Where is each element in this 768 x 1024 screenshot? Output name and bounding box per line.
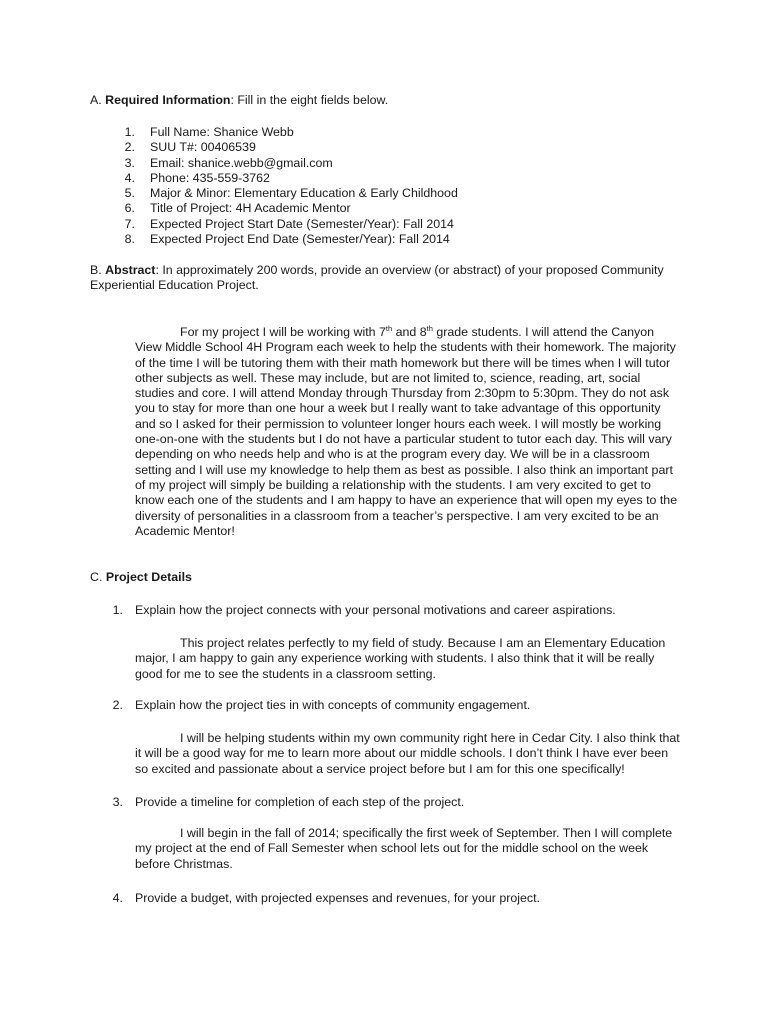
field-number: 8. [124,232,135,247]
question-text: Explain how the project connects with your personal motivations and career aspirations. [135,603,616,617]
field-number: 6. [124,201,135,216]
question-text: Provide a timeline for completion of each step of the project. [135,795,465,809]
section-b-heading [90,263,680,294]
question-2 [90,698,530,713]
section-a-instruction: : Fill in the eight fields below. [230,93,389,107]
section-b-title: Abstract [105,263,156,277]
field-item-project-title [90,201,458,216]
question-number: 1. [112,603,123,617]
field-item-start-date [90,217,458,232]
section-a-heading [90,93,388,108]
question-text: Explain how the project ties in with concepts of community engagement. [135,698,531,712]
abstract-superscript-1: th [385,324,393,333]
section-c-title: Project Details [105,570,192,584]
field-number: 3. [124,155,135,170]
abstract-superscript-2: th [426,324,433,333]
field-text: Title of Project: 4H Academic Mentor [150,201,351,216]
abstract-text-3: grade students. I will attend the Canyon View Middle School 4H Program each week to help the students with their homework. The majority of the time I will be tutoring them with their math homework but there will be times when I will tutor other subjects as well. These may include, but are not limited to, science, reading, art, social studies and core. I will attend Monday through Thursday from 2:30pm to 5:30pm. They do not ask you to stay for more than one hour a week but I really want to take advantage of this opportunity and so I asked for their permission to volunteer longer hours each week. I will mostly be working one-on-one with the students but I do not have a particular student to tutor each day. This will vary depending on who needs help and who is at the program every day. We will be in a classroom setting and I will use my knowledge to help them as best as possible. I also think an important part of my project will simply be building a relationship with the students. I am very excited to get to know each one of the students and I am happy to have an experience that will open my eyes to the diversity of personalities in a classroom from a teacher’s perspective. I am very excited to be an Academic Mentor! [135,325,678,538]
field-item-end-date [90,232,458,247]
section-a-title: Required Information [105,93,231,107]
answer-2: I will be helping students within my own community right here in Cedar City. I also think that it will be a good way for me to learn more about our middle schools. I don’t think I have ever been so excited and passionate about a service project before but I am for this one specifically! [135,731,680,776]
section-b-instruction: : In approximately 200 words, provide an overview (or abstract) of your proposed Community Experiential Education Project. [90,263,664,293]
field-item-full-name [90,125,458,140]
field-text: Email: shanice.webb@gmail.com [150,155,333,170]
question-text: Provide a budget, with projected expenses and revenues, for your project. [135,891,541,905]
field-text: Expected Project End Date (Semester/Year): Fall 2014 [150,232,450,247]
required-fields-list [90,125,458,247]
section-c-heading [90,570,192,585]
field-item-major-minor [90,186,458,201]
field-number: 4. [124,170,135,185]
abstract-text-1: For my project I will be working with 7 [180,325,386,339]
field-text: Expected Project Start Date (Semester/Year): Fall 2014 [150,216,454,231]
question-3 [90,795,464,810]
field-text: Full Name: Shanice Webb [150,125,294,139]
question-number: 2. [112,698,123,712]
section-c-letter: C. [90,570,103,584]
section-b-letter: B. [90,263,102,277]
field-item-suu-t-number [90,140,458,155]
field-text: Major & Minor: Elementary Education & Early Childhood [150,186,458,201]
field-number: 2. [124,140,135,155]
field-text: SUU T#: 00406539 [150,140,256,155]
field-item-email [90,156,458,171]
abstract-text-2: and 8 [392,325,427,339]
field-item-phone [90,171,458,186]
section-a-letter: A. [90,93,102,107]
answer-1: This project relates perfectly to my field of study. Because I am an Elementary Education major, I am happy to gain any experience working with students. I also think that it will be really good for me to see the students in a classroom setting. [135,636,666,681]
field-text: Phone: 435-559-3762 [150,170,270,185]
field-number: 1. [124,125,135,139]
question-1 [90,603,616,618]
question-number: 4. [112,891,123,905]
question-number: 3. [112,795,123,809]
answer-3: I will begin in the fall of 2014; specifically the first week of September. Then I will complete my project at the end of Fall Semester when school lets out for the middle school on the week before Christmas. [135,826,673,871]
question-4 [90,891,540,906]
field-number: 7. [124,216,135,231]
field-number: 5. [124,186,135,201]
abstract-paragraph [135,325,680,539]
